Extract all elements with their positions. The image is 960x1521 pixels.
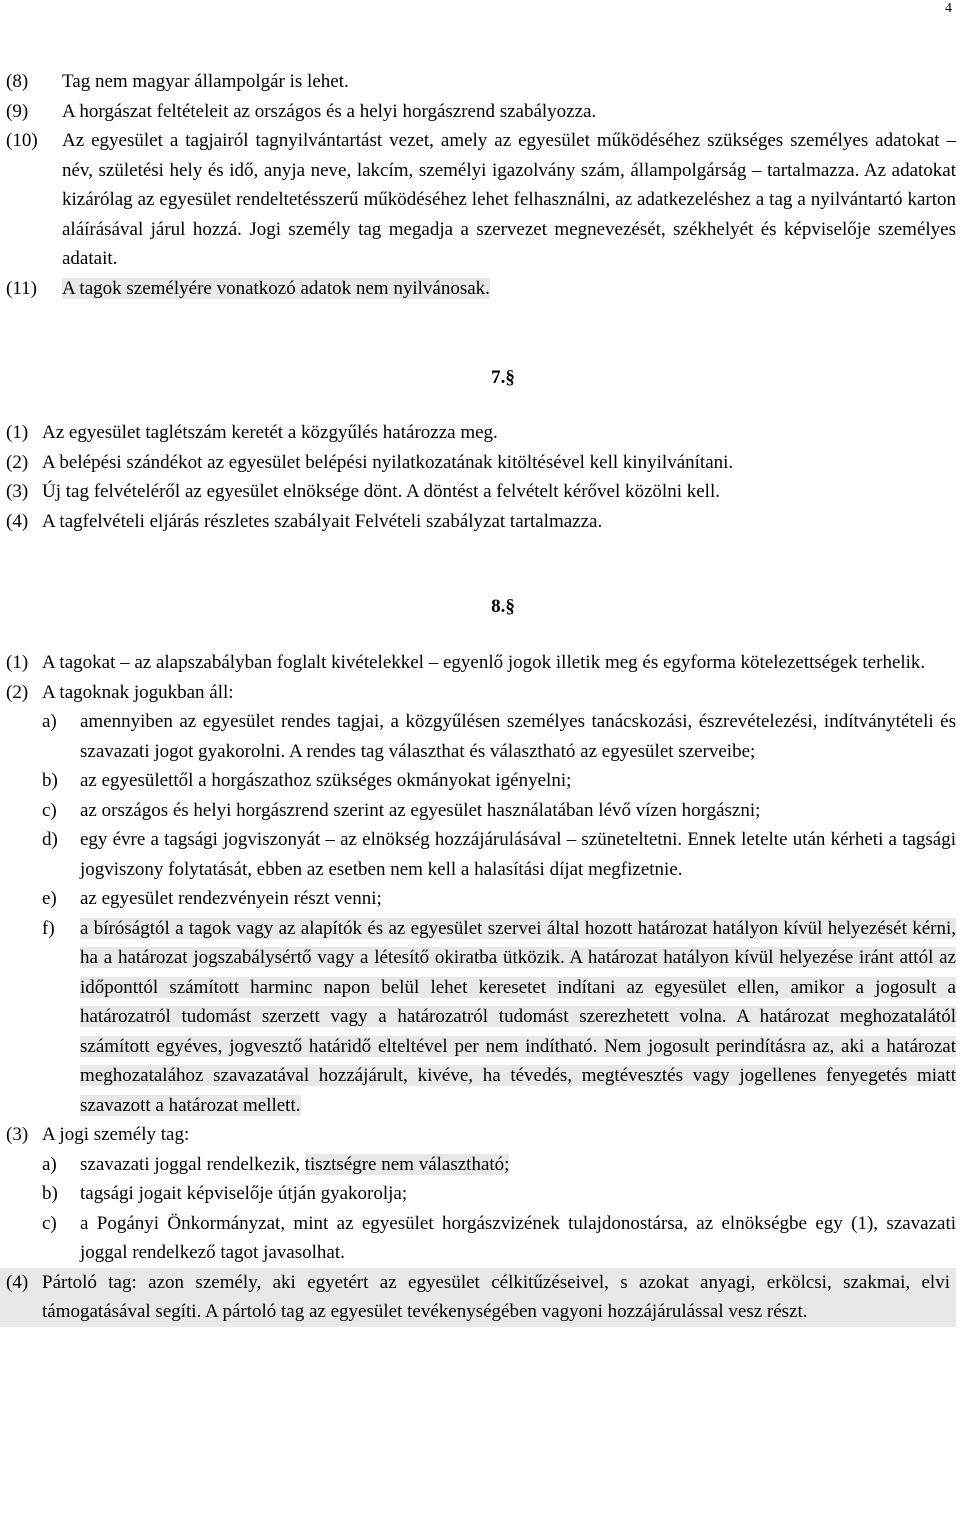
item-number: (4) <box>6 510 29 532</box>
item-text: amennyiben az egyesület rendes tagjai, a közgyűlésen személyes tanácskozási, észrevételezési, indítványtételi és szavazati jogot gyakorolni. A rendes tag választhat és választható az egyesület szerveibe; <box>80 711 956 762</box>
page-number: 4 <box>945 1 952 16</box>
item-text-highlighted: A tagok személyére vonatkozó adatok nem nyilvánosak. <box>62 277 490 299</box>
item-letter: a) <box>42 1153 57 1175</box>
item-text: Az egyesület a tagjairól tagnyilvántartást vezet, amely az egyesület működéséhez szükséges személyes adatokat – név, születési hely és idő, anyja neve, lakcím, személyi igazolvány szám, állampolgárság – tartalmazza. Az adatokat kizárólag az egyesület rendeltetésszerű működéséhez lehet felhasználni, az adatkezeléshez a tag a nyilvántartó karton aláírásával járul hozzá. Jogi személy tag megadja a szervezet megnevezését, székhelyét és képviselője személyes adatait. <box>62 130 956 269</box>
item-text: szavazati joggal rendelkezik, <box>80 1153 305 1175</box>
list-item <box>6 448 956 478</box>
legal-person-item-a <box>6 1150 956 1180</box>
item-letter: b) <box>42 770 58 791</box>
list-item <box>6 507 956 537</box>
rights-item-b <box>6 766 956 796</box>
list-item <box>6 97 956 127</box>
list-item <box>6 477 956 507</box>
item-letter: c) <box>42 1212 57 1234</box>
item-text: az országos és helyi horgászrend szerint az egyesület használatában lévő vízen horgászni; <box>80 799 761 821</box>
item-number: (3) <box>6 1124 29 1145</box>
item-number: (9) <box>6 100 29 122</box>
item-number: (2) <box>6 681 29 703</box>
rights-item-e <box>6 884 956 914</box>
item-number: (1) <box>6 422 29 443</box>
item-text-highlighted: a bíróságtól a tagok vagy az alapítók és az egyesület szervei által hozott határozat hatályon kívül helyezését kérni, ha a határozat jogszabálysértő vagy a létesítő okiratba ütközik. A határozat hatályon kívül helyezése iránt attól az időponttól számított harminc napon belül lehet keresetet indítani az egyesület ellen, amikor a jogosult a határozatról tudomást szerzett vagy a határozatról tudomást szerezhetett volna. A határozat meghozatalától számított egyéves, jogvesztő határidő elteltével per nem indítható. Nem jogosult perindításra az, aki a határozat meghozatalához szavazatával hozzájárult, kivéve, ha tévedés, megtévesztés vagy jogellenes fenyegetés miatt szavazott a határozat mellett. <box>80 917 956 1116</box>
item-number: (3) <box>6 481 29 502</box>
list-item <box>6 678 956 708</box>
item-number: (10) <box>6 130 38 151</box>
item-text: A belépési szándékot az egyesület belépési nyilatkozatának kitöltésével kell kinyilvánítani. <box>42 451 734 473</box>
item-text: A tagfelvételi eljárás részletes szabályait Felvételi szabályzat tartalmazza. <box>42 510 603 532</box>
item-text: A tagoknak jogukban áll: <box>42 681 234 703</box>
item-text: Új tag felvételéről az egyesület elnöksége dönt. A döntést a felvételt kérővel közölni kell. <box>42 481 720 502</box>
item-number: (2) <box>6 451 29 473</box>
item-text: Pártoló tag: azon személy, aki egyetért az egyesület célkitűzéseivel, s azokat anyagi, erkölcsi, szakmai, elvi támogatásával segíti. A pártoló tag az egyesület tevékenységében vagyoni hozzájárulással vesz részt. <box>42 1271 950 1322</box>
list-item <box>6 126 956 274</box>
item-text: az egyesület rendezvényein részt venni; <box>80 888 382 909</box>
item-text: a Pogányi Önkormányzat, mint az egyesület horgászvizének tulajdonostársa, az elnökségbe egy (1), szavazati joggal rendelkező tagot javasolhat. <box>80 1212 956 1263</box>
item-number: (8) <box>6 71 29 92</box>
item-number: (1) <box>6 652 29 673</box>
item-letter: f) <box>42 917 55 939</box>
item-letter: a) <box>42 711 57 732</box>
list-item <box>6 67 956 97</box>
list-item <box>6 418 956 448</box>
section-heading-8: 8.§ <box>491 596 515 617</box>
section-8-items <box>6 648 956 1327</box>
item-text: az egyesülettől a horgászathoz szükséges okmányokat igényelni; <box>80 770 572 791</box>
rights-item-a <box>6 707 956 766</box>
item-text: tagsági jogait képviselője útján gyakorolja; <box>80 1183 408 1204</box>
rights-item-f <box>6 914 956 1121</box>
item-number: (11) <box>6 277 37 299</box>
membership-items-block <box>6 67 956 303</box>
rights-item-d <box>6 825 956 884</box>
legal-person-item-c <box>6 1209 956 1268</box>
item-letter: c) <box>42 799 57 821</box>
item-letter: b) <box>42 1183 58 1204</box>
item-text: A tagokat – az alapszabályban foglalt kivételekkel – egyenlő jogok illetik meg és egyforma kötelezettségek terhelik. <box>42 652 926 673</box>
section-heading-7: 7.§ <box>491 367 515 388</box>
rights-item-c <box>6 796 956 826</box>
list-item <box>6 648 956 678</box>
item-number: (4) <box>6 1271 29 1293</box>
item-text-highlighted: tisztségre nem választható; <box>304 1153 510 1175</box>
item-text: egy évre a tagsági jogviszonyát – az elnökség hozzájárulásával – szüneteltetni. Ennek letelte után kérheti a tagsági jogviszony folytatását, ebben az esetben nem kell a halasítási díjat megfizetnie. <box>80 829 956 880</box>
legal-person-item-b <box>6 1179 956 1209</box>
item-text: Az egyesület taglétszám keretét a közgyűlés határozza meg. <box>42 422 498 443</box>
list-item <box>6 274 956 304</box>
item-letter: d) <box>42 829 58 850</box>
item-text: A horgászat feltételeit az országos és a helyi horgászrend szabályozza. <box>62 100 597 122</box>
item-text: A jogi személy tag: <box>42 1124 190 1145</box>
section-7-items <box>6 418 956 536</box>
list-item <box>6 1120 956 1150</box>
item-text: Tag nem magyar állampolgár is lehet. <box>62 71 349 92</box>
supporting-member-item <box>0 1268 956 1327</box>
item-letter: e) <box>42 888 57 909</box>
